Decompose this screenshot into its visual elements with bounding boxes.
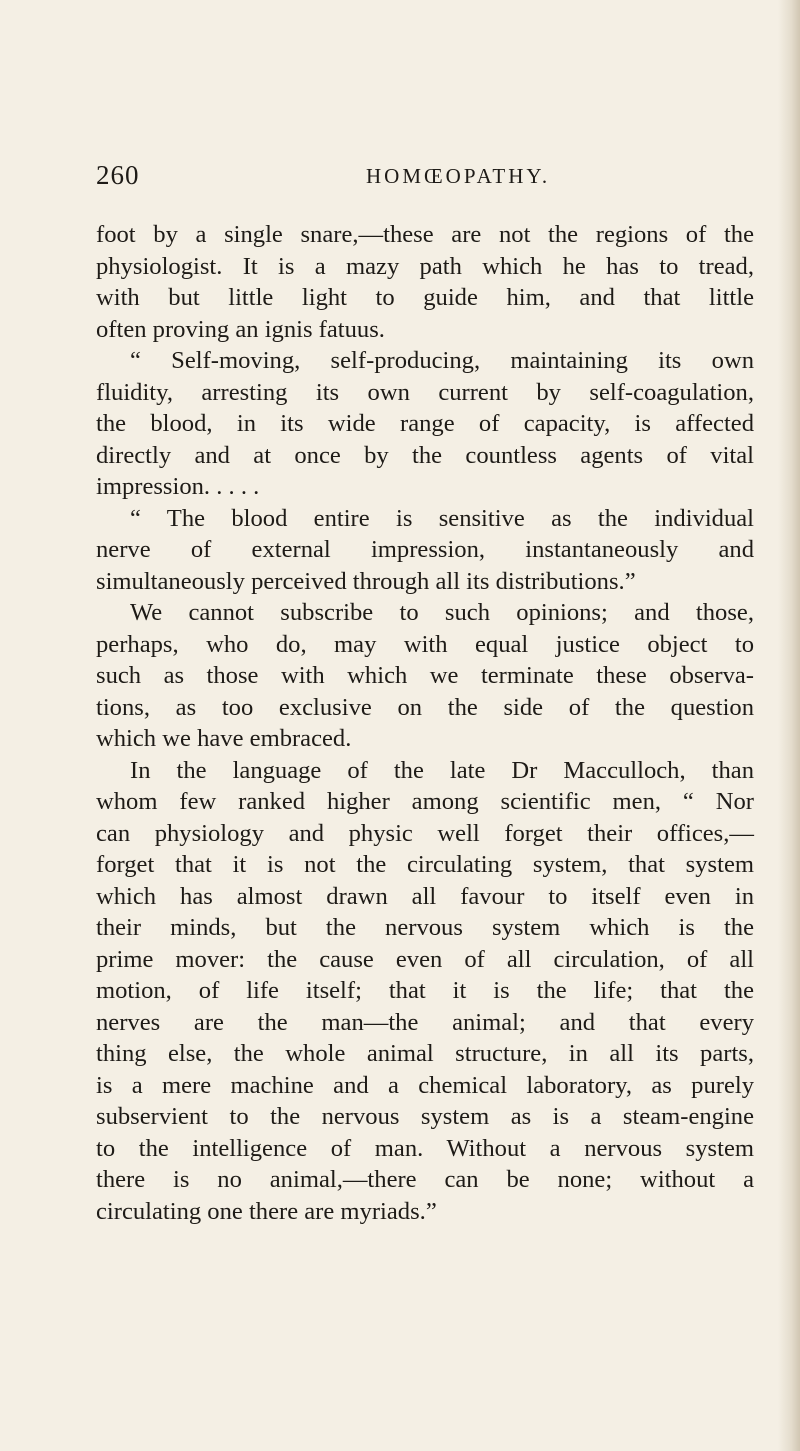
text-line: can physiology and physic well forget their offices,—: [96, 819, 754, 847]
text-line: thing else, the whole animal structure, in all its parts,: [96, 1040, 754, 1067]
text-line: which we have embraced.: [96, 725, 352, 752]
text-line: nerve of external impression, instantaneously and: [96, 536, 754, 563]
text-line: such as those with which we terminate these observa-: [96, 662, 754, 689]
text-line: forget that it is not the circulating system, that system: [96, 851, 754, 878]
page-number: 260: [96, 160, 140, 190]
text-line: In the language of the late Dr Macculloch, than: [130, 756, 754, 784]
text-line: often proving an ignis fatuus.: [96, 315, 385, 343]
text-line: is a mere machine and a chemical laboratory, as purely: [96, 1071, 754, 1099]
text-line: to the intelligence of man. Without a nervous system: [96, 1134, 754, 1162]
text-line: which has almost drawn all favour to itself even in: [96, 882, 754, 910]
text-line: nerves are the man—the animal; and that every: [96, 1008, 754, 1036]
body-text: [96, 219, 754, 1227]
text-line: fluidity, arresting its own current by self-coagulation,: [96, 378, 754, 406]
text-line: there is no animal,—there can be none; without a: [96, 1166, 754, 1193]
text-line: with but little light to guide him, and that little: [96, 284, 754, 311]
page-header: [96, 160, 746, 200]
text-line: motion, of life itself; that it is the life; that the: [96, 977, 754, 1004]
text-line: impression. . . . .: [96, 473, 260, 500]
text-line: prime mover: the cause even of all circulation, of all: [96, 945, 754, 973]
text-line: their minds, but the nervous system which is the: [96, 914, 754, 941]
page-edge-shadow: [778, 0, 800, 1451]
text-line: circulating one there are myriads.”: [96, 1197, 437, 1225]
text-line: perhaps, who do, may with equal justice object to: [96, 630, 754, 658]
text-line: foot by a single snare,—these are not the regions of the: [96, 221, 754, 248]
text-line: the blood, in its wide range of capacity, is affected: [96, 410, 754, 437]
text-line: We cannot subscribe to such opinions; and those,: [130, 599, 754, 626]
text-line: whom few ranked higher among scientific men, “ Nor: [96, 788, 754, 815]
text-line: directly and at once by the countless agents of vital: [96, 441, 754, 469]
running-head: HOMŒOPATHY.: [366, 164, 551, 188]
text-line: “ The blood entire is sensitive as the individual: [130, 504, 754, 532]
text-line: tions, as too exclusive on the side of the question: [96, 693, 754, 721]
text-line: physiologist. It is a mazy path which he has to tread,: [96, 252, 754, 280]
text-line: subservient to the nervous system as is a steam-engine: [96, 1103, 754, 1130]
text-line: “ Self-moving, self-producing, maintaining its own: [130, 347, 754, 374]
text-line: simultaneously perceived through all its distributions.”: [96, 567, 636, 595]
